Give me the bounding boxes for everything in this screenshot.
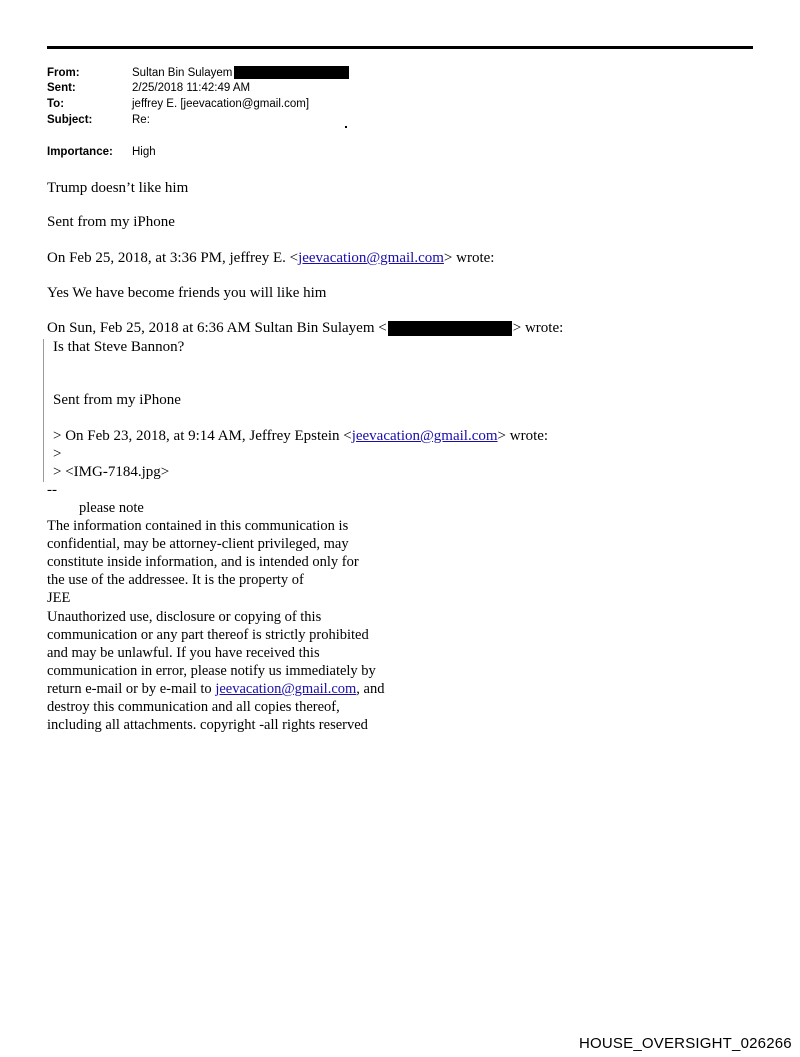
disclaimer-line: The information contained in this communication is — [47, 518, 349, 535]
redaction-block — [234, 66, 349, 79]
quote-bar — [43, 339, 44, 482]
to-label: To: — [47, 98, 65, 110]
email-link[interactable]: jeevacation@gmail.com — [215, 680, 357, 697]
message-line: Yes We have become friends you will like him — [47, 285, 327, 301]
subject-value: Re: — [132, 114, 150, 126]
subject-label: Subject: — [47, 114, 93, 126]
bates-number: HOUSE_OVERSIGHT_026266 — [579, 1035, 792, 1052]
signature-separator: -- — [47, 482, 57, 498]
importance-label: Importance: — [47, 146, 113, 158]
from-label: From: — [47, 67, 80, 79]
to-value: jeffrey E. [jeevacation@gmail.com] — [132, 98, 310, 110]
disclaimer-line: Unauthorized use, disclosure or copying of this — [47, 608, 322, 625]
disclaimer-line: JEE — [47, 590, 71, 607]
disclaimer-line: confidential, may be attorney-client privileged, may — [47, 536, 349, 553]
disclaimer-line: return e-mail or by e-mail to jeevacation@gmail.com, and — [47, 680, 385, 697]
reply-header: On Sun, Feb 25, 2018 at 6:36 AM Sultan Bin Sulayem < > wrote: — [47, 320, 564, 336]
stray-mark — [345, 126, 347, 128]
message-line: Trump doesn’t like him — [47, 180, 189, 196]
signature-line: Sent from my iPhone — [47, 214, 175, 230]
reply-header: On Feb 25, 2018, at 3:36 PM, jeffrey E. <jeevacation@gmail.com> wrote: — [47, 250, 495, 266]
quoted-signature: Sent from my iPhone — [53, 392, 181, 408]
disclaimer-line: including all attachments. copyright -all rights reserved — [47, 717, 368, 734]
redaction-block — [388, 321, 512, 336]
sent-label: Sent: — [47, 82, 76, 94]
quoted-reply-header: > On Feb 23, 2018, at 9:14 AM, Jeffrey Epstein <jeevacation@gmail.com> wrote: — [53, 428, 549, 444]
email-link[interactable]: jeevacation@gmail.com — [351, 428, 498, 444]
disclaimer-line: communication in error, please notify us immediately by — [47, 662, 376, 679]
disclaimer-line: constitute inside information, and is intended only for — [47, 554, 359, 571]
header-rule — [47, 46, 753, 49]
disclaimer-line: the use of the addressee. It is the property of — [47, 572, 304, 589]
from-value: Sultan Bin Sulayem — [132, 66, 349, 81]
disclaimer-line: and may be unlawful. If you have received this — [47, 644, 320, 661]
disclaimer-line: destroy this communication and all copies thereof, — [47, 699, 340, 716]
quoted-line: > — [53, 446, 62, 462]
attachment-line: > <IMG-7184.jpg> — [53, 464, 170, 480]
disclaimer — [47, 499, 384, 734]
quoted-line: Is that Steve Bannon? — [53, 339, 185, 355]
sent-value: 2/25/2018 11:42:49 AM — [132, 82, 251, 94]
email-link[interactable]: jeevacation@gmail.com — [298, 250, 444, 266]
disclaimer-line: please note — [79, 500, 144, 516]
disclaimer-line: communication or any part thereof is strictly prohibited — [47, 626, 369, 643]
importance-value: High — [132, 146, 156, 158]
